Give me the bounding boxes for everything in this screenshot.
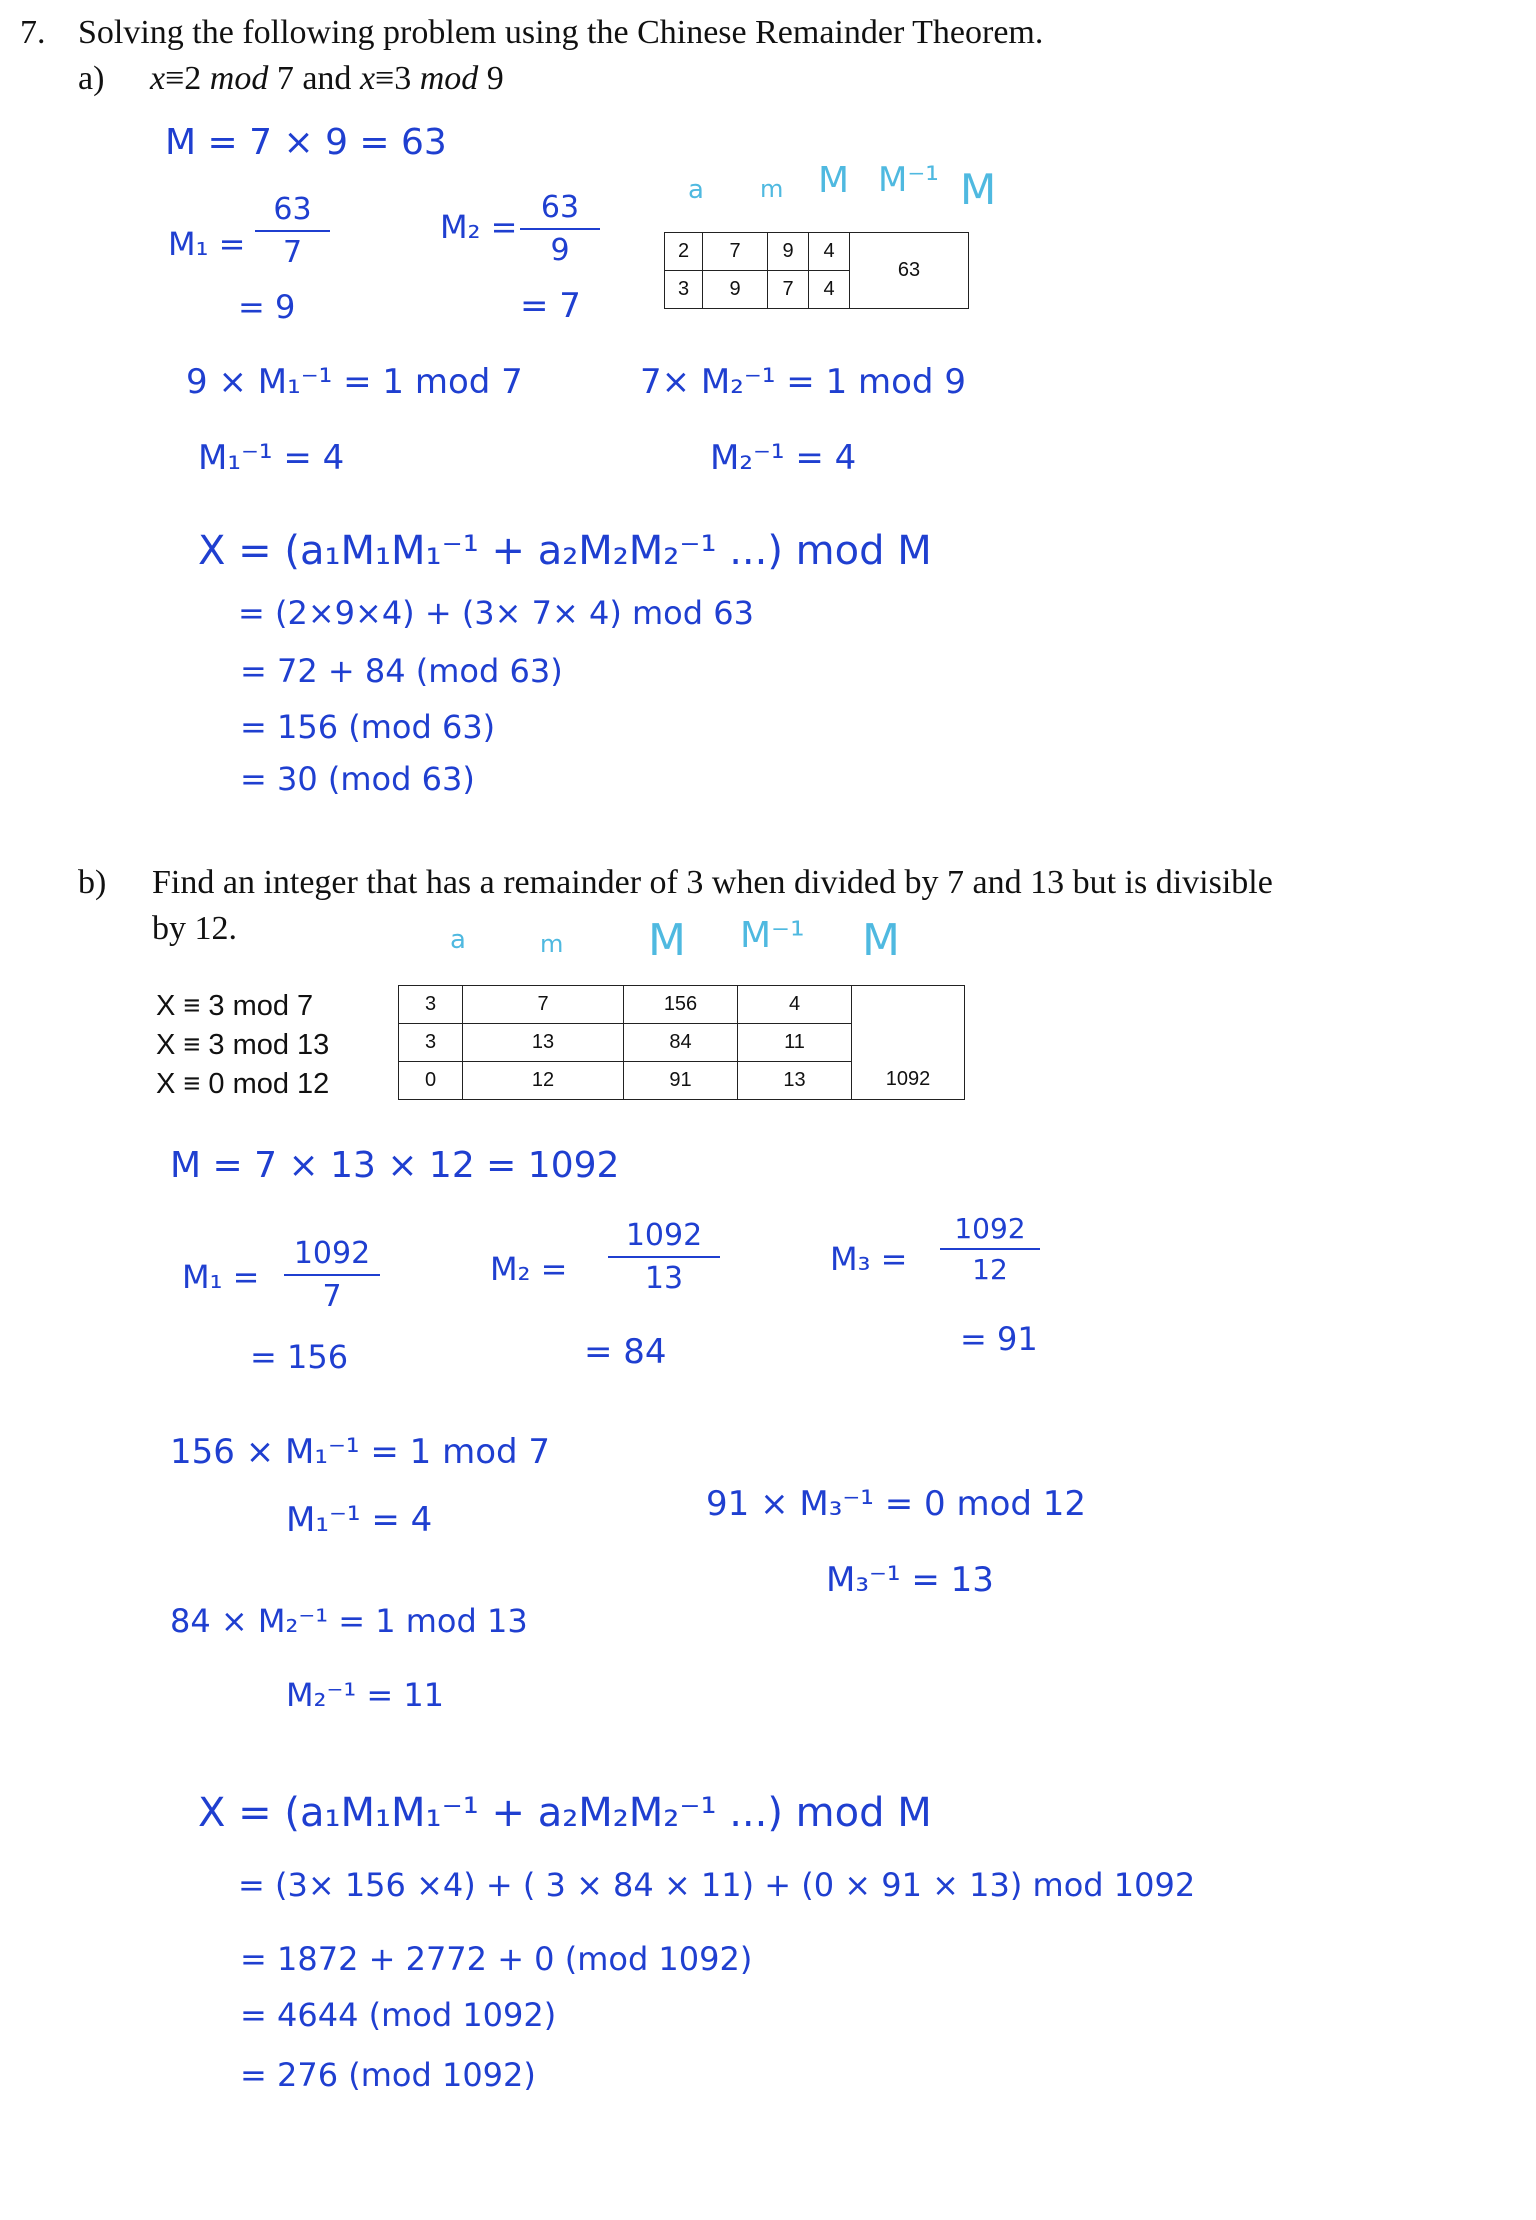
part-a-step-1: = (2×9×4) + (3× 7× 4) mod 63 (238, 594, 754, 632)
part-a-statement: x≡2 mod 7 and x≡3 mod 9 (150, 60, 504, 97)
part-b-inverse1-value: M₁⁻¹ = 4 (286, 1500, 433, 1540)
part-a-label: a) (78, 60, 105, 97)
part-b-header-Mbig: M (862, 915, 900, 966)
part-b-M2-value: = 84 (584, 1332, 667, 1372)
table-row (665, 233, 969, 271)
table-cell: 4 (738, 986, 852, 1024)
table-cell: 91 (624, 1062, 738, 1100)
part-a-M2-value: = 7 (520, 286, 581, 326)
part-b-M3-fraction: 1092 12 (940, 1212, 1040, 1286)
table-cell: 13 (463, 1024, 624, 1062)
table-cell: 3 (399, 1024, 463, 1062)
table-cell: 12 (463, 1062, 624, 1100)
table-cell-M-total: 1092 (852, 986, 965, 1100)
part-a-header-Minv: M⁻¹ (878, 160, 939, 200)
part-b-statement-line2: by 12. (152, 910, 237, 947)
part-b-M3-value: = 91 (960, 1320, 1038, 1358)
part-b-step-2: = 1872 + 2772 + 0 (mod 1092) (240, 1940, 753, 1978)
part-b-M3-label: M₃ = (830, 1240, 908, 1278)
part-a-M1-label: M₁ = (168, 225, 246, 263)
part-b-congruence-1: X ≡ 3 mod 7 (156, 990, 314, 1022)
part-a-step-2: = 72 + 84 (mod 63) (240, 652, 563, 690)
part-a-table (664, 232, 969, 309)
part-b-statement-line1: Find an integer that has a remainder of 3 when divided by 7 and 13 but is divisible (152, 864, 1273, 901)
part-a-crt-formula: X = (a₁M₁M₁⁻¹ + a₂M₂M₂⁻¹ ...) mod M (198, 528, 932, 574)
part-a-inverse1-equation: 9 × M₁⁻¹ = 1 mod 7 (186, 362, 523, 402)
part-b-congruence-2: X ≡ 3 mod 13 (156, 1029, 330, 1061)
part-b-inverse3-equation: 91 × M₃⁻¹ = 0 mod 12 (706, 1484, 1087, 1524)
part-b-label: b) (78, 864, 107, 901)
table-cell: 7 (463, 986, 624, 1024)
question-title: Solving the following problem using the Chinese Remainder Theorem. (78, 14, 1044, 51)
part-a-step-4: = 30 (mod 63) (240, 760, 475, 798)
part-b-inverse3-value: M₃⁻¹ = 13 (826, 1560, 994, 1600)
part-b-congruence-3: X ≡ 0 mod 12 (156, 1068, 330, 1100)
question-number: 7. (20, 14, 46, 51)
table-cell: 11 (738, 1024, 852, 1062)
part-b-M1-label: M₁ = (182, 1258, 260, 1296)
part-a-M2-label: M₂ = (440, 208, 518, 246)
table-row (399, 986, 965, 1024)
part-a-M1-value: = 9 (238, 288, 296, 326)
part-a-inverse2-value: M₂⁻¹ = 4 (710, 438, 857, 478)
table-cell: 2 (665, 233, 703, 271)
part-b-inverse2-value: M₂⁻¹ = 11 (286, 1676, 445, 1714)
part-a-M2-fraction: 63 9 (520, 190, 600, 268)
part-a-step-3: = 156 (mod 63) (240, 708, 496, 746)
part-b-M1-value: = 156 (250, 1338, 349, 1376)
table-cell: 9 (768, 233, 809, 271)
table-cell: 3 (399, 986, 463, 1024)
part-a-inverse1-value: M₁⁻¹ = 4 (198, 438, 345, 478)
part-a-M-product: M = 7 × 9 = 63 (165, 122, 447, 163)
part-b-crt-formula: X = (a₁M₁M₁⁻¹ + a₂M₂M₂⁻¹ ...) mod M (198, 1790, 932, 1836)
part-a-header-Mbig: M (960, 165, 997, 214)
part-b-M-product: M = 7 × 13 × 12 = 1092 (170, 1145, 620, 1186)
part-b-inverse2-equation: 84 × M₂⁻¹ = 1 mod 13 (170, 1602, 528, 1640)
table-cell: 13 (738, 1062, 852, 1100)
table-cell: 9 (703, 271, 768, 309)
part-a-M1-fraction: 63 7 (255, 192, 330, 270)
part-b-header-m: m (540, 930, 564, 958)
part-b-step-3: = 4644 (mod 1092) (240, 1996, 557, 2034)
table-cell: 4 (809, 271, 850, 309)
part-a-inverse2-equation: 7× M₂⁻¹ = 1 mod 9 (640, 362, 966, 402)
part-b-header-Minv: M⁻¹ (740, 915, 805, 956)
table-cell: 0 (399, 1062, 463, 1100)
part-b-header-a: a (450, 925, 466, 955)
part-b-inverse1-equation: 156 × M₁⁻¹ = 1 mod 7 (170, 1432, 551, 1472)
part-a-header-M: M (818, 160, 850, 201)
part-b-step-4: = 276 (mod 1092) (240, 2056, 536, 2094)
part-b-M1-fraction: 1092 7 (284, 1236, 380, 1314)
part-b-table (398, 985, 965, 1100)
table-cell: 7 (703, 233, 768, 271)
part-b-header-M: M (648, 915, 686, 966)
table-cell: 4 (809, 233, 850, 271)
part-b-M2-fraction: 1092 13 (608, 1218, 720, 1296)
part-b-step-1: = (3× 156 ×4) + ( 3 × 84 × 11) + (0 × 91 × 13) mod 1092 (238, 1866, 1196, 1904)
part-a-header-m: m (760, 175, 784, 203)
table-cell: 84 (624, 1024, 738, 1062)
table-cell-M-total: 63 (850, 233, 969, 309)
part-b-M2-label: M₂ = (490, 1250, 568, 1288)
table-cell: 7 (768, 271, 809, 309)
table-cell: 156 (624, 986, 738, 1024)
table-cell: 3 (665, 271, 703, 309)
part-a-header-a: a (688, 175, 704, 205)
